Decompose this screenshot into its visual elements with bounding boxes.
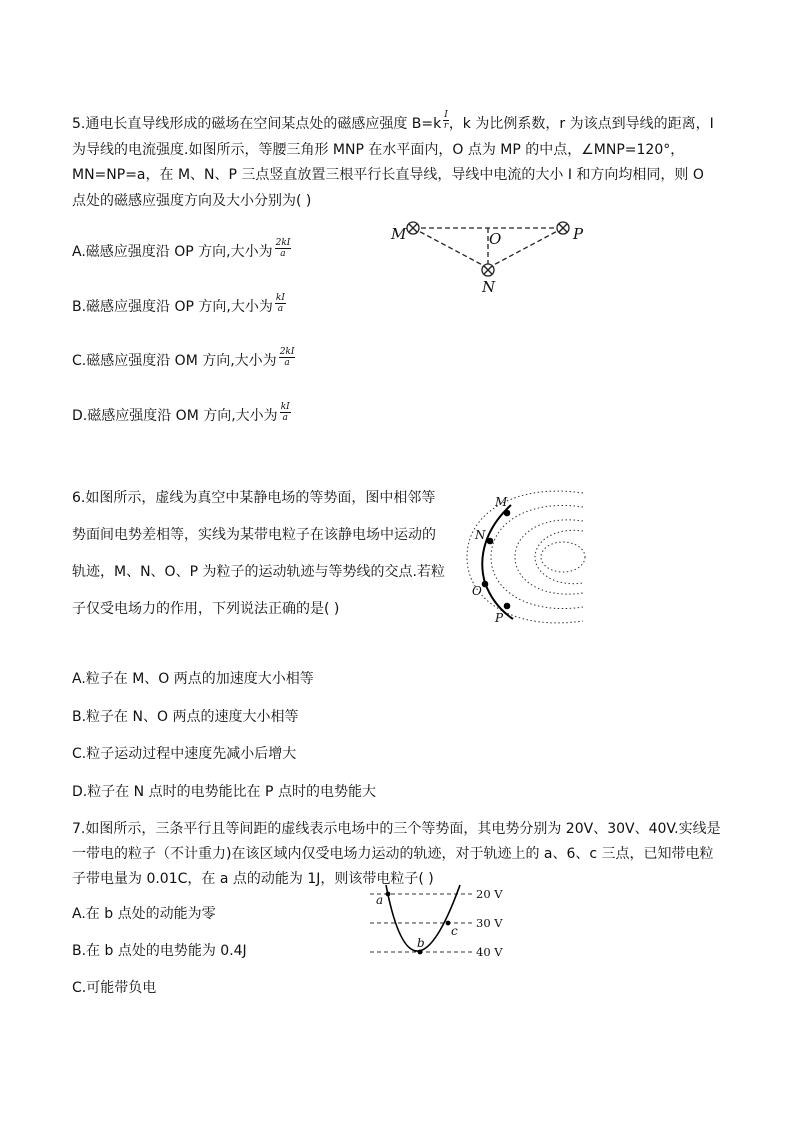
question-6-stem: 6.如图所示，虚线为真空中某静电场的等势面，图中相邻等势面间电势差相等，实线为某带电粒子在该静电场中运动的轨迹，M、N、O、P 为粒子的运动轨迹与等势线的交点.若粒子仅受电场力的作用，下列说法正确的是( ) — [72, 490, 445, 617]
q6-equipotential-figure — [455, 485, 590, 630]
q5-option-b-text: B.磁感应强度沿 OP 方向,大小为 — [72, 299, 273, 315]
fraction-denominator: a — [280, 248, 286, 259]
equipotential-line-5 — [541, 542, 585, 572]
equipotential-line-2 — [491, 505, 583, 608]
q5-option-a[interactable] — [72, 237, 291, 263]
label-p: P — [573, 225, 584, 243]
label-a: a — [376, 893, 384, 907]
q5-option-a-text: A.磁感应强度沿 OP 方向,大小为 — [72, 244, 273, 260]
q5-formula-fraction — [443, 110, 449, 131]
label-p: P — [495, 611, 504, 625]
q6-option-b[interactable]: B.粒子在 N、O 两点的速度大小相等 — [72, 709, 299, 725]
label-b: b — [417, 936, 425, 950]
fraction-numerator: 2kI — [279, 346, 295, 357]
particle-trajectory — [482, 505, 513, 619]
q5-option-d-fraction — [280, 402, 291, 423]
q7-option-a[interactable]: A.在 b 点处的动能为零 — [72, 906, 216, 922]
wire-n-into-page-icon — [482, 264, 494, 276]
q5-stem-part1: 5.通电长直导线形成的磁场在空间某点处的磁感应强度 B=k — [72, 116, 442, 132]
q5-stem-part2: ，k 为比例系数，r 为该点到导线的距离，I 为导线的电流强度.如图所示，等腰三角形 MNP 在水平面内，O 点为 MP 的中点，∠MNP=120°，MN=NP=a，在 M、N、P 三点竖直放置三根平行长直导线，导线中电流的大小 I 和方向均相同，则 O 点处的磁感应强度方向及大小分别为( ) — [72, 116, 714, 209]
question-5-stem — [72, 109, 722, 214]
point-a-marker — [386, 892, 391, 897]
q5-option-c-text: C.磁感应强度沿 OM 方向,大小为 — [72, 353, 277, 369]
wire-m-into-page-icon — [407, 222, 419, 234]
label-m: M — [391, 225, 407, 243]
fraction-denominator: a — [282, 412, 288, 423]
point-b-marker — [418, 950, 423, 955]
potential-label-20v: 20 V — [476, 887, 503, 901]
wire-p-into-page-icon — [557, 222, 569, 234]
potential-label-30v: 30 V — [476, 916, 503, 930]
q5-formula-numerator: I — [444, 109, 448, 120]
question-7-stem: 7.如图所示，三条平行且等间距的虚线表示电场中的三个等势面，其电势分别为 20V、30V、40V.实线是一带电的粒子（不计重力)在该区域内仅受电场力运动的轨迹，对于轨迹上的 a、6、c 三点，已知带电粒子带电量为 0.01C，在 a 点的动能为 1J，则该带电粒子( ) — [72, 821, 721, 887]
label-o: O — [472, 584, 482, 598]
q5-option-d-text: D.磁感应强度沿 OM 方向,大小为 — [72, 408, 278, 424]
fraction-numerator: 2kI — [275, 237, 291, 248]
q6-option-c[interactable]: C.粒子运动过程中速度先减小后增大 — [72, 746, 297, 762]
label-m: M — [495, 495, 508, 509]
fraction-denominator: a — [277, 303, 284, 314]
potential-label-40v: 40 V — [476, 945, 503, 959]
q5-triangle-figure — [385, 210, 595, 300]
point-m-marker — [504, 510, 511, 517]
fraction-numerator: kI — [275, 292, 285, 303]
point-o-marker — [482, 581, 489, 588]
q7-option-c[interactable]: C.可能带负电 — [72, 980, 157, 996]
equipotential-line-3 — [515, 520, 583, 594]
q5-option-d[interactable] — [72, 401, 291, 427]
q5-option-c[interactable] — [72, 346, 295, 372]
equipotential-line-1 — [467, 491, 583, 623]
q5-option-b[interactable] — [72, 292, 286, 318]
label-n: N — [475, 528, 486, 542]
fraction-denominator: a — [284, 357, 290, 368]
label-n: N — [482, 278, 496, 296]
q5-option-a-fraction — [275, 238, 292, 259]
q7-option-b[interactable]: B.在 b 点处的电势能为 0.4J — [72, 943, 247, 959]
q7-equipotential-figure — [368, 882, 518, 964]
mn-dashed-line — [413, 228, 488, 268]
equipotential-line-4 — [535, 530, 583, 583]
label-o: O — [489, 230, 502, 248]
q5-option-c-fraction — [279, 347, 296, 368]
fraction-numerator: kI — [280, 401, 290, 412]
point-c-marker — [446, 921, 451, 926]
label-c: c — [451, 924, 458, 938]
q6-option-d[interactable]: D.粒子在 N 点时的电势能比在 P 点时的电势能大 — [72, 784, 376, 800]
point-p-marker — [504, 603, 511, 610]
point-n-marker — [487, 538, 494, 545]
q6-option-a[interactable]: A.粒子在 M、O 两点的加速度大小相等 — [72, 671, 314, 687]
q5-formula-denominator: r — [443, 120, 449, 131]
q5-option-b-fraction — [275, 293, 286, 314]
